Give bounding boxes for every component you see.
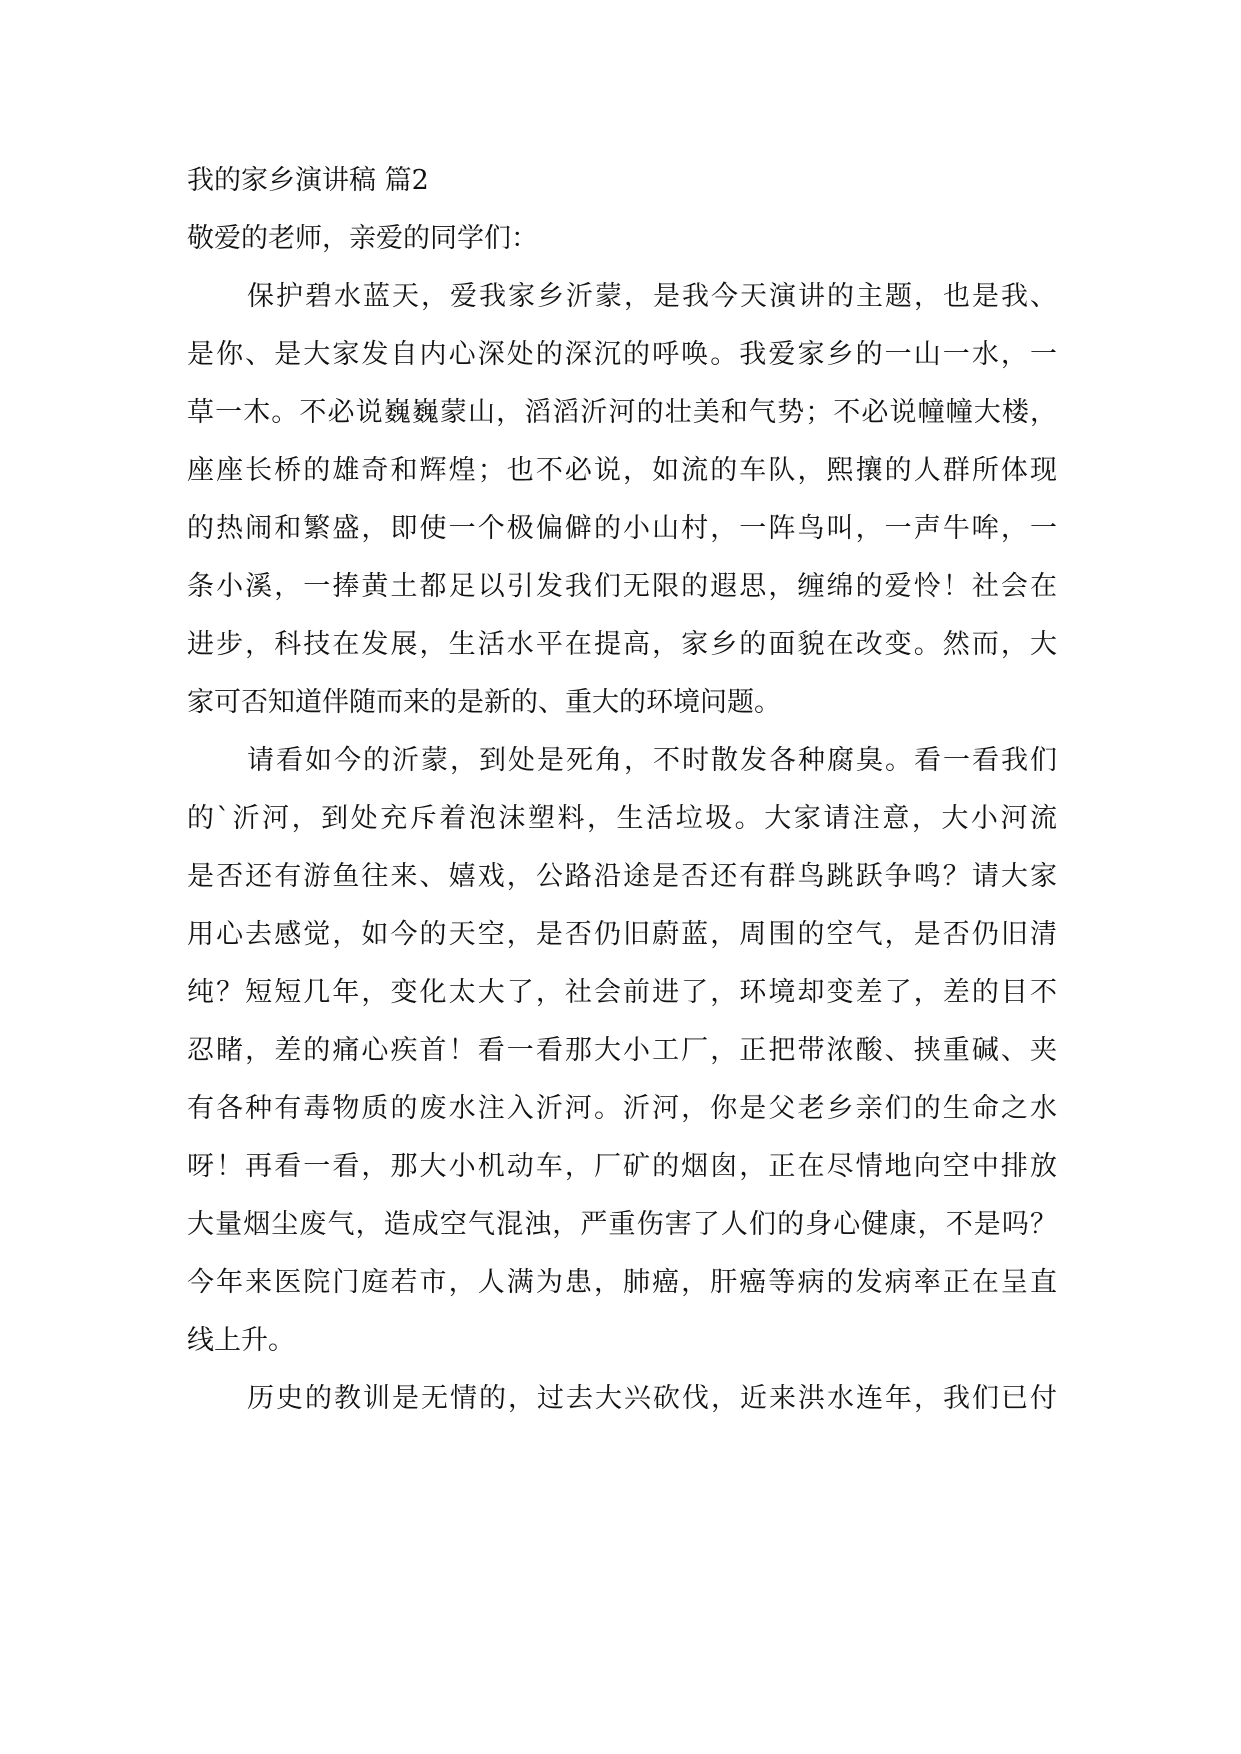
paragraph-line: 忍睹，差的痛心疾首！看一看那大小工厂，正把带浓酸、挟重碱、夹 <box>187 1035 1057 1066</box>
paragraph-line: 的热闹和繁盛，即使一个极偏僻的小山村，一阵鸟叫，一声牛哞，一 <box>187 513 1057 544</box>
paragraph-line: 线上升。 <box>187 1325 295 1356</box>
paragraph-line: 用心去感觉，如今的天空，是否仍旧蔚蓝，周围的空气，是否仍旧清 <box>187 919 1057 950</box>
paragraph-line: 是你、是大家发自内心深处的深沉的呼唤。我爱家乡的一山一水，一 <box>187 339 1057 370</box>
paragraph-line: 条小溪，一捧黄土都足以引发我们无限的遐思，缠绵的爱怜！社会在 <box>187 571 1057 602</box>
paragraph-1 <box>187 268 1057 732</box>
paragraph-line: 的`沂河，到处充斥着泡沫塑料，生活垃圾。大家请注意，大小河流 <box>187 803 1057 834</box>
document-body <box>187 152 1057 1428</box>
document-title: 我的家乡演讲稿 篇2 <box>187 165 429 196</box>
paragraph-line: 大量烟尘废气，造成空气混浊，严重伤害了人们的身心健康，不是吗？ <box>187 1209 1057 1240</box>
salutation: 敬爱的老师，亲爱的同学们： <box>187 223 538 254</box>
paragraph-line: 是否还有游鱼往来、嬉戏，公路沿途是否还有群鸟跳跃争鸣？请大家 <box>187 861 1057 892</box>
paragraph-line: 进步，科技在发展，生活水平在提高，家乡的面貌在改变。然而，大 <box>187 629 1057 660</box>
paragraph-line: 今年来医院门庭若市，人满为患，肺癌，肝癌等病的发病率正在呈直 <box>187 1267 1057 1298</box>
paragraph-line: 座座长桥的雄奇和辉煌；也不必说，如流的车队，熙攘的人群所体现 <box>187 455 1057 486</box>
paragraph-2 <box>187 732 1057 1370</box>
paragraph-line: 历史的教训是无情的，过去大兴砍伐，近来洪水连年，我们已付 <box>247 1383 1057 1414</box>
paragraph-line: 有各种有毒物质的废水注入沂河。沂河，你是父老乡亲们的生命之水 <box>187 1093 1057 1124</box>
paragraph-line: 保护碧水蓝天，爱我家乡沂蒙，是我今天演讲的主题，也是我、 <box>247 281 1057 312</box>
paragraph-line: 纯？短短几年，变化太大了，社会前进了，环境却变差了，差的目不 <box>187 977 1057 1008</box>
paragraph-line: 请看如今的沂蒙，到处是死角，不时散发各种腐臭。看一看我们 <box>247 745 1057 776</box>
paragraph-line: 家可否知道伴随而来的是新的、重大的环境问题。 <box>187 687 781 718</box>
paragraph-3 <box>187 1370 1057 1428</box>
paragraph-line: 呀！再看一看，那大小机动车，厂矿的烟囱，正在尽情地向空中排放 <box>187 1151 1057 1182</box>
paragraph-line: 草一木。不必说巍巍蒙山，滔滔沂河的壮美和气势；不必说幢幢大楼， <box>187 397 1057 428</box>
